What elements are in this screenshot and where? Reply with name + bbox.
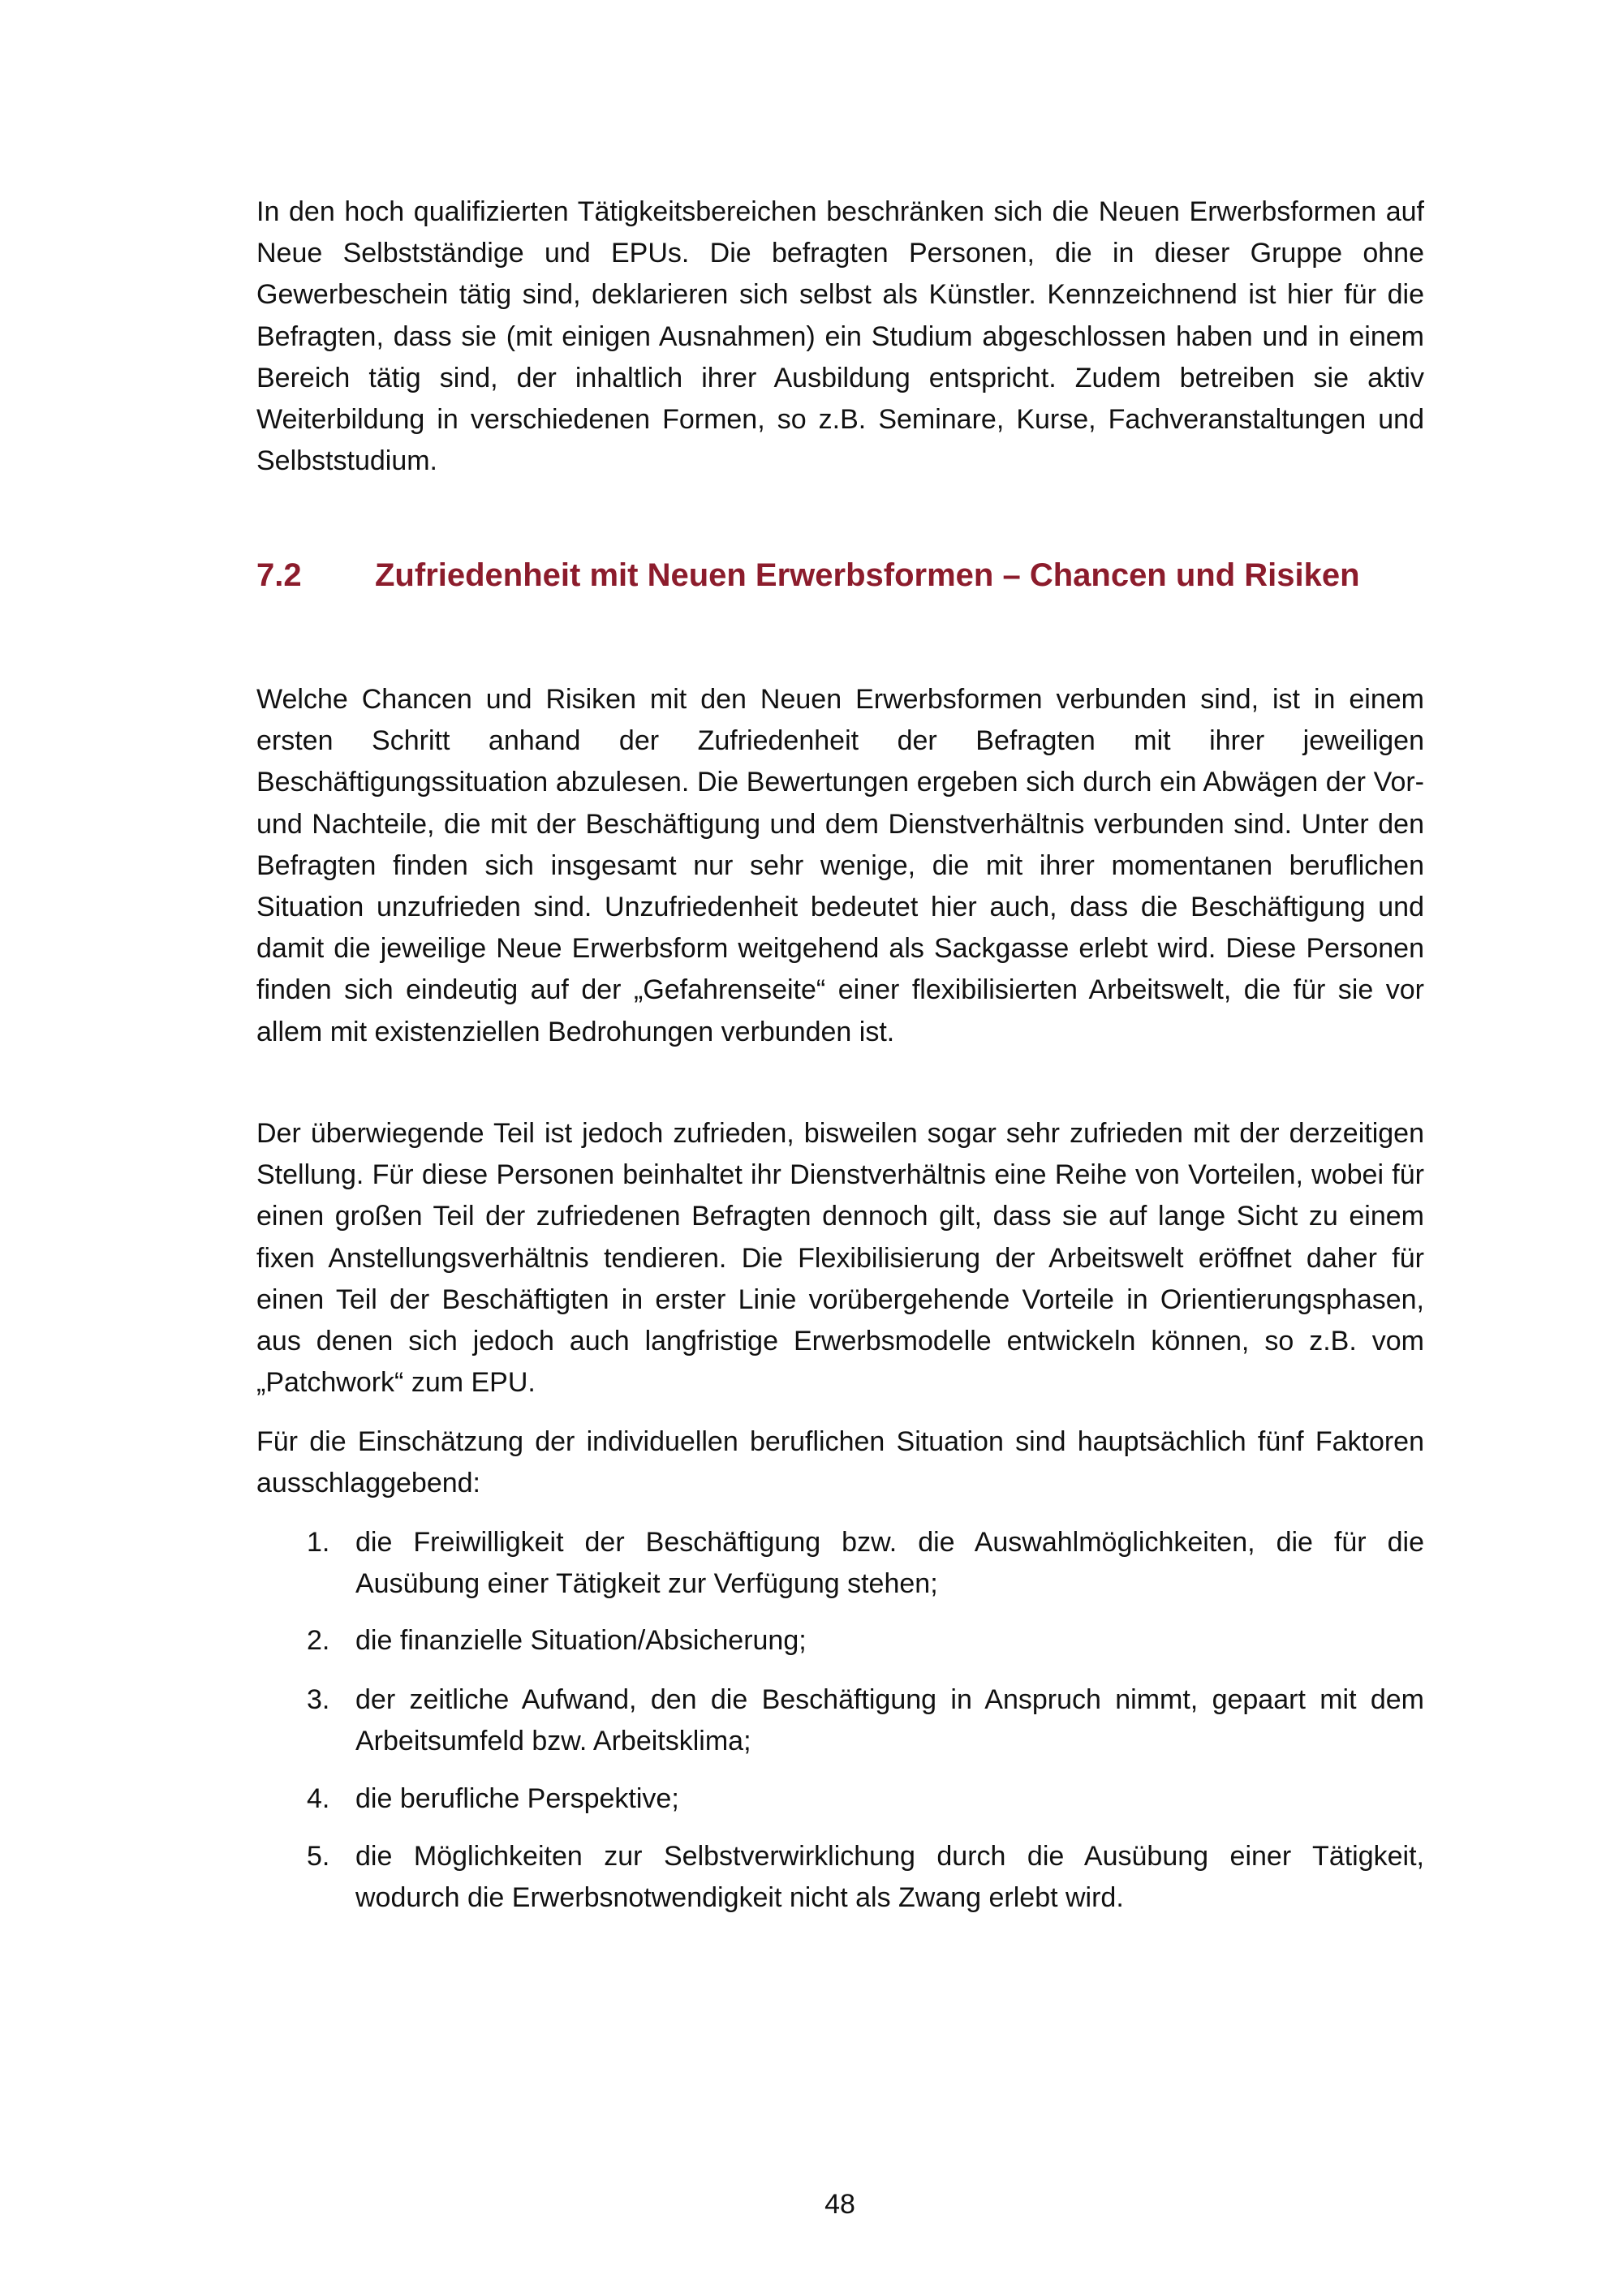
list-number: 4. xyxy=(307,1783,330,1814)
paragraph-faktoren: Für die Einschätzung der individuellen beruflichen Situation sind hauptsächlich fünf Faktoren ausschlaggebend: xyxy=(256,1426,1424,1499)
list-number: 1. xyxy=(307,1527,330,1558)
list-number: 5. xyxy=(307,1841,330,1872)
list-text: die finanzielle Situation/Absicherung; xyxy=(355,1625,807,1656)
list-item xyxy=(307,1620,1424,1662)
list-text: der zeitliche Aufwand, den die Beschäftigung in Anspruch nimmt, gepaart mit dem Arbeitsumfeld bzw. Arbeitsklima; xyxy=(355,1684,1424,1757)
section-number: 7.2 xyxy=(256,557,302,593)
list-item xyxy=(307,1679,1424,1762)
list-item xyxy=(307,1778,1424,1820)
list-number: 2. xyxy=(307,1625,330,1656)
list-text: die Möglichkeiten zur Selbstverwirklichung durch die Ausübung einer Tätigkeit, wodurch die Erwerbsnotwendigkeit nicht als Zwang erlebt wird. xyxy=(355,1841,1424,1914)
list-number: 3. xyxy=(307,1684,330,1715)
page-number: 48 xyxy=(824,2189,855,2220)
paragraph-chancen-risiken: Welche Chancen und Risiken mit den Neuen Erwerbsformen verbunden sind, ist in einem ersten Schritt anhand der Zufriedenheit der Befragten mit ihrer jeweiligen Beschäftigungssituation abzulesen. Die Bewertungen ergeben sich durch ein Abwägen der Vor- und Nachteile, die mit der Beschäftigung und dem Dienstverhältnis verbunden sind. Unter den Befragten finden sich insgesamt nur sehr wenige, die mit ihrer momentanen beruflichen Situation unzufrieden sind. Unzufriedenheit bedeutet hier auch, dass die Beschäftigung und damit die jeweilige Neue Erwerbsform weitgehend als Sackgasse erlebt wird. Diese Personen finden sich eindeutig auf der „Gefahrenseite“ einer flexibilisierten Arbeitswelt, die für sie vor allem mit existenziellen Bedrohungen verbunden ist. xyxy=(256,684,1424,1047)
list-text: die berufliche Perspektive; xyxy=(355,1783,679,1814)
list-item xyxy=(307,1836,1424,1919)
list-text: die Freiwilligkeit der Beschäftigung bzw. die Auswahlmöglichkeiten, die für die Ausübung einer Tätigkeit zur Verfügung stehen; xyxy=(355,1527,1424,1600)
paragraph-zufrieden: Der überwiegende Teil ist jedoch zufrieden, bisweilen sogar sehr zufrieden mit der derzeitigen Stellung. Für diese Personen beinhaltet ihr Dienstverhältnis eine Reihe von Vorteilen, wobei für einen großen Teil der zufriedenen Befragten dennoch gilt, dass sie auf lange Sicht zu einem fixen Anstellungsverhältnis tendieren. Die Flexibilisierung der Arbeitswelt eröffnet daher für einen Teil der Beschäftigten in erster Linie vorübergehende Vorteile in Orientierungsphasen, aus denen sich jedoch auch langfristige Erwerbsmodelle entwickeln können, so z.B. vom „Patchwork“ zum EPU. xyxy=(256,1118,1424,1399)
section-title: Zufriedenheit mit Neuen Erwerbsformen – Chancen und Risiken xyxy=(375,557,1360,593)
paragraph-intro: In den hoch qualifizierten Tätigkeitsbereichen beschränken sich die Neuen Erwerbsformen auf Neue Selbstständige und EPUs. Die befragten Personen, die in dieser Gruppe ohne Gewerbeschein tätig sind, deklarieren sich selbst als Künstler. Kennzeichnend ist hier für die Befragten, dass sie (mit einigen Ausnahmen) ein Studium abgeschlossen haben und in einem Bereich tätig sind, der inhaltlich ihrer Ausbildung entspricht. Zudem betreiben sie aktiv Weiterbildung in verschiedenen Formen, so z.B. Seminare, Kurse, Fachveranstaltungen und Selbststudium. xyxy=(256,196,1424,477)
section-heading xyxy=(256,552,1441,599)
list-item xyxy=(307,1522,1424,1605)
